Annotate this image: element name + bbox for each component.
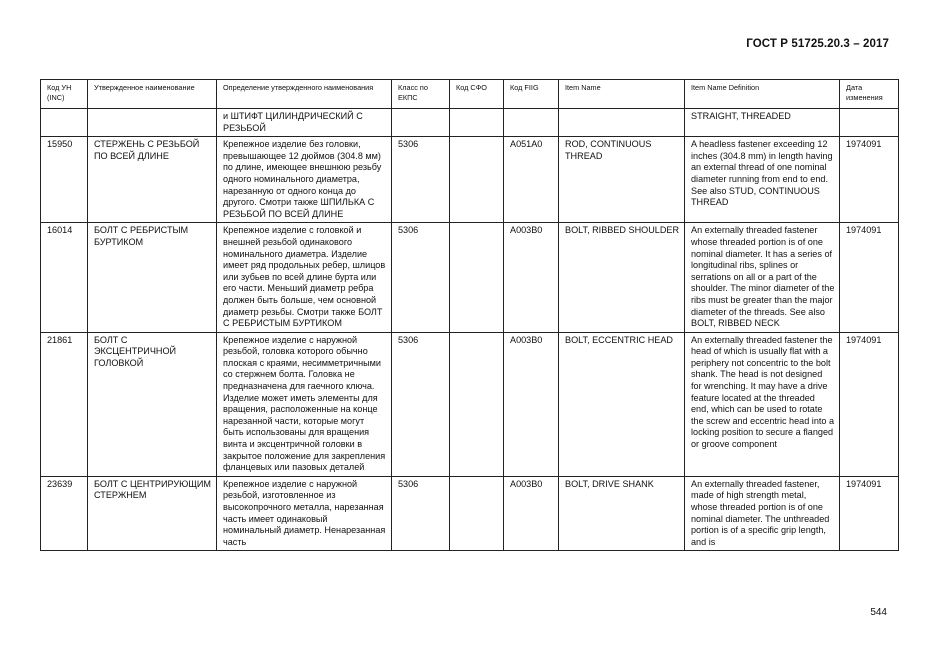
cell-item-name: BOLT, RIBBED SHOULDER [559,223,685,332]
col-header-inc: Код УН (INC) [41,80,88,109]
cell-change-date: 1974091 [840,476,899,551]
cell-fiig-code: A003B0 [504,476,559,551]
cell-item-name-definition: An externally threaded fastener whose threaded portion is of one nominal diameter. It has a series of longitudinal ribs, splines or serrations on all or a part of the shoulder. The minor diameter of the ribs must be greater than the major diameter of the threads. See also BOLT, RIBBED NECK [685,223,840,332]
cell-approved-name: БОЛТ С ЭКСЦЕНТРИЧНОЙ ГОЛОВКОЙ [88,332,217,476]
cell-change-date: 1974091 [840,223,899,332]
cell-definition-ru: Крепежное изделие с наружной резьбой, головка которого обычно плоская с краями, несимметричными со стержнем болта. Головка не предназначена для гаечного ключа. Изделие может иметь элементы для вращения, расположенные на конце нарезанной части, которые могут быть использованы для вращения винта и эксцентричной головки в закрытое положение для закрепления фланцевых или пазовых деталей [217,332,392,476]
cell-definition-ru: Крепежное изделие без головки, превышающее 12 дюймов (304.8 мм) по длине, имеющее внешнюю резьбу одного номинального диаметра, нарезанную от одного конца до другого. Смотри также ШПИЛЬКА С РЕЗЬБОЙ ПО ВСЕЙ ДЛИНЕ [217,137,392,223]
cell-inc: 23639 [41,476,88,551]
table-row [41,137,899,223]
cell-inc: 16014 [41,223,88,332]
cell-definition-ru: и ШТИФТ ЦИЛИНДРИЧЕСКИЙ С РЕЗЬБОЙ [217,109,392,137]
cell-ekps-class: 5306 [392,476,450,551]
cell-item-name: BOLT, ECCENTRIC HEAD [559,332,685,476]
cell-item-name: BOLT, DRIVE SHANK [559,476,685,551]
cell-change-date: 1974091 [840,332,899,476]
col-header-fiig-code: Код FIIG [504,80,559,109]
cell-item-name-definition: A headless fastener exceeding 12 inches (304.8 mm) in length having an external thread of one nominal diameter running from end to end. See also STUD, CONTINUOUS THREAD [685,137,840,223]
cell-item-name [559,109,685,137]
catalog-table [40,79,899,551]
cell-approved-name: БОЛТ С ЦЕНТРИРУЮЩИМ СТЕРЖНЕМ [88,476,217,551]
col-header-item-name-definition: Item Name Definition [685,80,840,109]
cell-ekps-class [392,109,450,137]
page-number: 544 [870,607,887,618]
cell-sfo-code [450,109,504,137]
cell-fiig-code: A003B0 [504,332,559,476]
cell-fiig-code: A051A0 [504,137,559,223]
col-header-sfo-code: Код СФО [450,80,504,109]
cell-approved-name [88,109,217,137]
cell-inc: 21861 [41,332,88,476]
cell-ekps-class: 5306 [392,137,450,223]
cell-inc [41,109,88,137]
cell-definition-ru: Крепежное изделие с наружной резьбой, изготовленное из высокопрочного металла, нарезанная часть имеет одинаковый номинальный диаметр. Ненарезанная часть [217,476,392,551]
cell-item-name-definition: An externally threaded fastener the head of which is usually flat with a periphery not concentric to the bolt shank. The head is not designed for wrenching. It may have a drive feature located at the threaded end, which can be used to rotate the screw and eccentric head into a locking position to secure a flanged or groove component [685,332,840,476]
cell-definition-ru: Крепежное изделие с головкой и внешней резьбой одинакового номинального диаметра. Изделие имеет ряд продольных ребер, шлицов или зубьев по всей длине бурта или его части. Меньший диаметр ребра должен быть больше, чем основной диаметр резьбы. Смотри также БОЛТ С РЕБРИСТЫМ БУРТИКОМ [217,223,392,332]
cell-approved-name: БОЛТ С РЕБРИСТЫМ БУРТИКОМ [88,223,217,332]
cell-ekps-class: 5306 [392,332,450,476]
cell-fiig-code [504,109,559,137]
document-header: ГОСТ Р 51725.20.3 – 2017 [746,38,889,50]
col-header-ekps-class: Класс по ЕКПС [392,80,450,109]
cell-change-date [840,109,899,137]
cell-sfo-code [450,476,504,551]
col-header-change-date: Дата изменения [840,80,899,109]
table-row [41,332,899,476]
cell-fiig-code: A003B0 [504,223,559,332]
cell-inc: 15950 [41,137,88,223]
cell-ekps-class: 5306 [392,223,450,332]
cell-sfo-code [450,223,504,332]
col-header-definition-ru: Определение утвержденного наименования [217,80,392,109]
table-row [41,476,899,551]
cell-approved-name: СТЕРЖЕНЬ С РЕЗЬБОЙ ПО ВСЕЙ ДЛИНЕ [88,137,217,223]
cell-item-name: ROD, CONTINUOUS THREAD [559,137,685,223]
cell-sfo-code [450,332,504,476]
col-header-item-name: Item Name [559,80,685,109]
cell-item-name-definition: An externally threaded fastener, made of high strength metal, whose threaded portion is of one nominal diameter. The unthreaded portion is of a specific grip length, and is [685,476,840,551]
table-row [41,223,899,332]
cell-sfo-code [450,137,504,223]
cell-item-name-definition: STRAIGHT, THREADED [685,109,840,137]
col-header-approved-name: Утвержденное наименование [88,80,217,109]
cell-change-date: 1974091 [840,137,899,223]
table-row [41,109,899,137]
table-header-row [41,80,899,109]
